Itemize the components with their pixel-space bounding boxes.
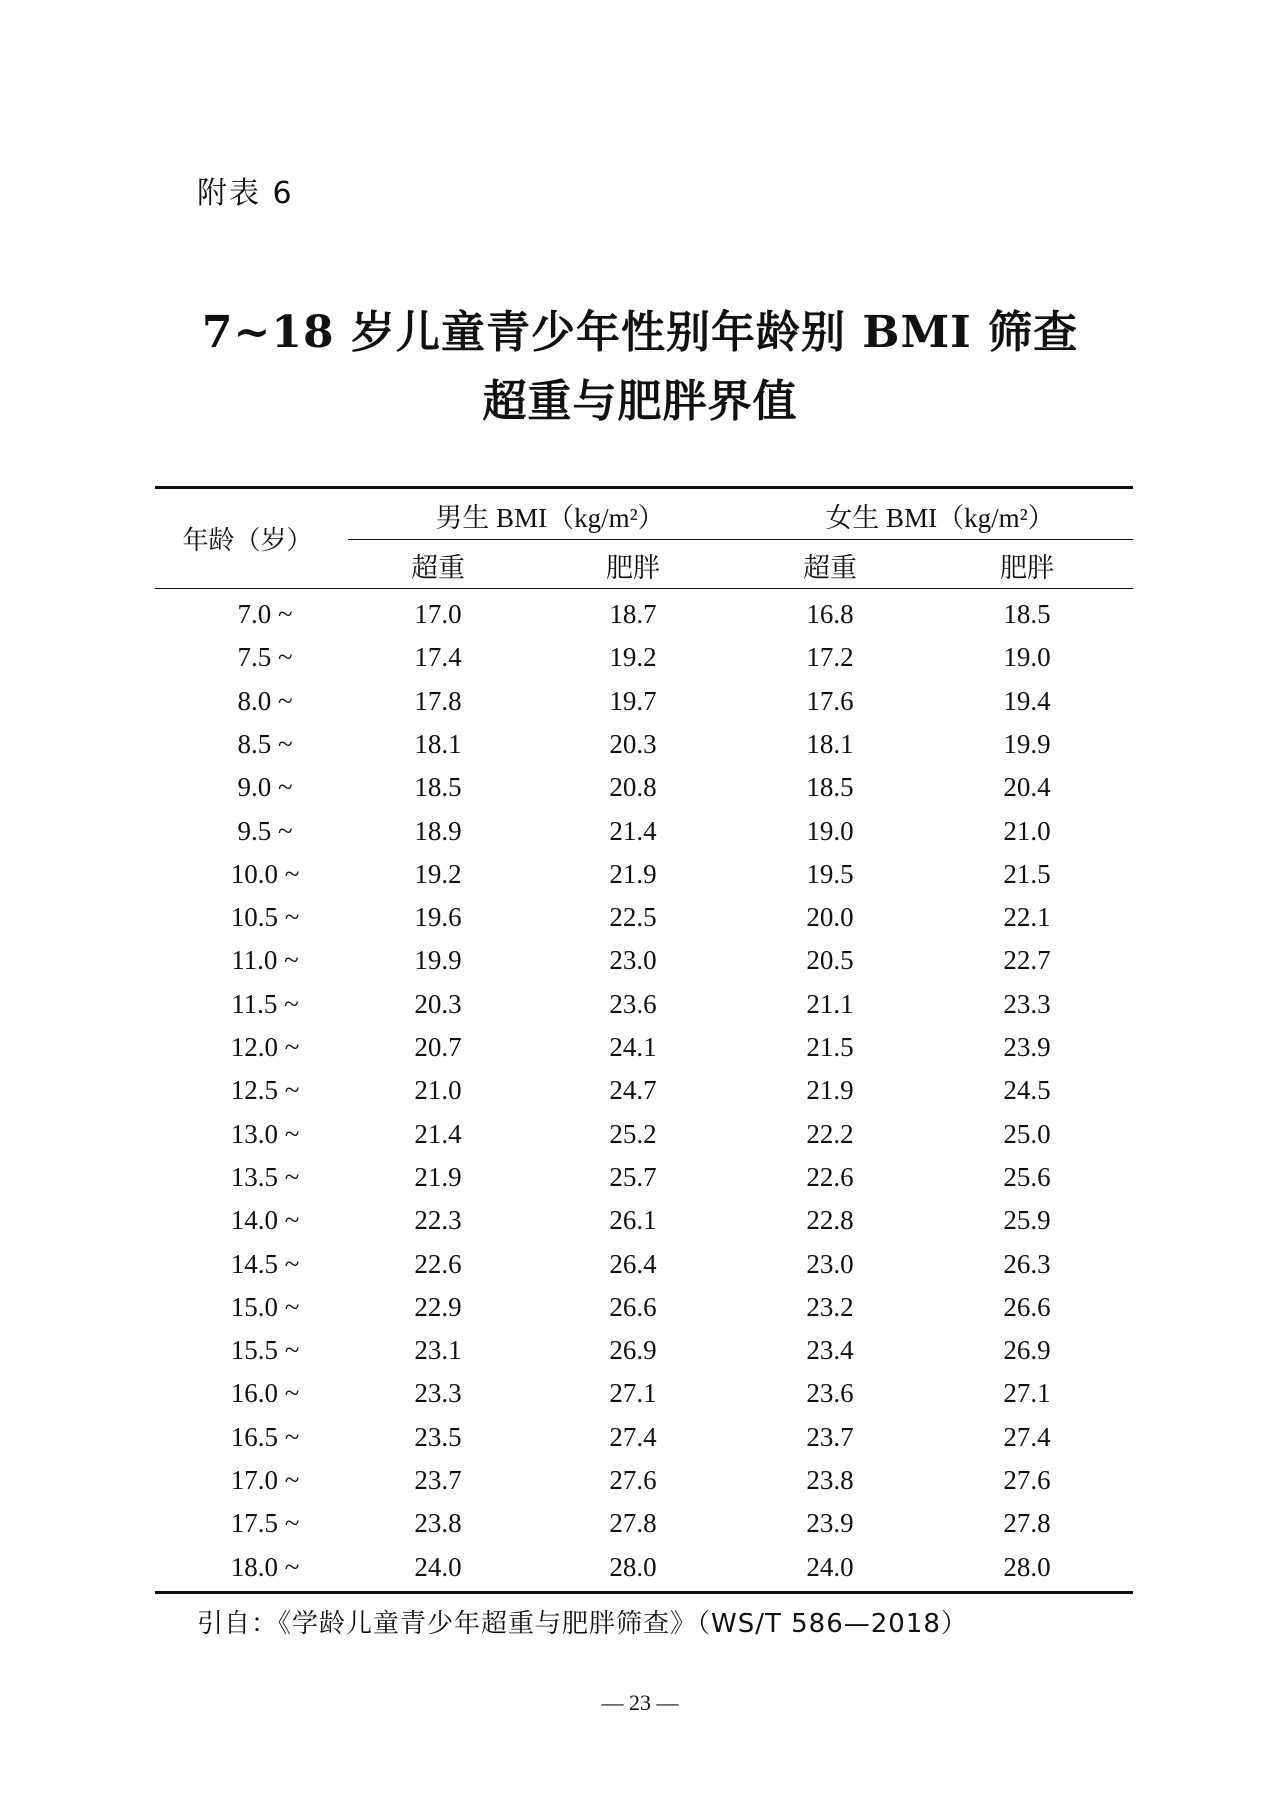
male-bmi-header: 男生 BMI（kg/m²） (435, 503, 665, 533)
male-obesity-cell: 27.4 (609, 1421, 657, 1452)
table-row (155, 853, 1133, 896)
table-row (155, 983, 1133, 1026)
age-cell: 15.5 ~ (230, 1335, 300, 1366)
table-row (155, 1286, 1133, 1329)
male-obesity-cell: 20.8 (609, 772, 657, 803)
female-overweight-cell: 23.6 (806, 1378, 854, 1409)
female-overweight-cell: 23.8 (806, 1465, 854, 1495)
page-title-line-1: 7~18 岁儿童青少年性别年龄别 BMI 筛查 (201, 307, 1079, 358)
male-obesity-header: 肥胖 (606, 553, 660, 584)
age-cell: 16.5 ~ (230, 1421, 300, 1452)
male-obesity-cell: 24.1 (609, 1032, 657, 1062)
age-cell: 10.5 ~ (230, 902, 300, 933)
source-citation: 引自：《学龄儿童青少年超重与肥胖筛查》（WS/T 586—2018） (197, 1609, 968, 1639)
male-obesity-cell: 21.4 (609, 815, 657, 846)
male-overweight-cell: 17.4 (414, 642, 462, 673)
female-obesity-cell: 22.7 (1003, 945, 1051, 976)
male-obesity-cell: 21.9 (609, 858, 657, 889)
female-overweight-cell: 24.0 (806, 1551, 854, 1582)
female-obesity-cell: 22.1 (1003, 902, 1051, 933)
female-obesity-cell: 27.6 (1003, 1465, 1051, 1495)
age-cell: 9.5 ~ (237, 815, 293, 846)
female-overweight-cell: 19.0 (806, 815, 854, 846)
page-title-line-2: 超重与肥胖界值 (482, 376, 798, 427)
age-cell: 16.0 ~ (230, 1378, 300, 1409)
male-overweight-cell: 21.4 (414, 1118, 462, 1149)
female-overweight-cell: 18.1 (806, 728, 854, 759)
female-overweight-cell: 16.8 (806, 599, 854, 629)
female-overweight-cell: 19.5 (806, 858, 854, 889)
female-obesity-cell: 25.0 (1003, 1118, 1051, 1149)
male-overweight-cell: 23.3 (414, 1378, 462, 1409)
male-overweight-cell: 22.3 (414, 1205, 462, 1236)
male-obesity-cell: 23.0 (609, 945, 657, 976)
female-overweight-cell: 21.5 (806, 1032, 854, 1062)
male-obesity-cell: 26.1 (609, 1205, 657, 1236)
age-cell: 18.0 ~ (230, 1551, 300, 1582)
age-cell: 11.0 ~ (231, 945, 299, 976)
page-number: — 23 — (601, 1690, 679, 1715)
male-overweight-cell: 21.9 (414, 1161, 462, 1192)
female-overweight-cell: 22.6 (806, 1161, 854, 1192)
male-obesity-cell: 27.6 (609, 1465, 657, 1495)
table-row (155, 1243, 1133, 1286)
female-obesity-cell: 25.6 (1003, 1161, 1051, 1192)
table-row (155, 636, 1133, 679)
table-row (155, 723, 1133, 766)
female-overweight-cell: 21.9 (806, 1075, 854, 1106)
age-cell: 13.5 ~ (230, 1161, 300, 1192)
table-row (155, 1156, 1133, 1199)
female-obesity-cell: 27.8 (1003, 1508, 1051, 1539)
female-obesity-cell: 18.5 (1003, 599, 1051, 629)
age-cell: 10.0 ~ (230, 858, 300, 889)
male-overweight-cell: 20.3 (414, 988, 462, 1019)
female-obesity-cell: 27.1 (1003, 1378, 1051, 1409)
male-obesity-cell: 23.6 (609, 988, 657, 1019)
male-obesity-cell: 19.2 (609, 642, 657, 673)
age-cell: 7.5 ~ (237, 642, 293, 673)
female-overweight-cell: 23.2 (806, 1291, 854, 1322)
male-obesity-cell: 26.4 (609, 1248, 657, 1279)
table-bottom-rule (155, 1591, 1133, 1594)
table-row (155, 1459, 1133, 1502)
age-cell: 14.0 ~ (230, 1205, 300, 1236)
male-obesity-cell: 25.2 (609, 1118, 657, 1149)
female-obesity-cell: 26.6 (1003, 1291, 1051, 1322)
age-cell: 8.5 ~ (237, 728, 293, 759)
table-row (155, 1069, 1133, 1112)
male-overweight-cell: 19.9 (414, 945, 462, 976)
male-overweight-cell: 20.7 (414, 1032, 462, 1062)
female-overweight-cell: 22.2 (806, 1118, 854, 1149)
table-row (155, 766, 1133, 809)
female-obesity-cell: 19.0 (1003, 642, 1051, 673)
male-obesity-cell: 26.9 (609, 1335, 657, 1366)
male-overweight-header: 超重 (411, 553, 465, 584)
appendix-label: 附表 6 (197, 176, 294, 211)
table-row (155, 680, 1133, 723)
male-overweight-cell: 23.7 (414, 1465, 462, 1495)
female-obesity-cell: 23.9 (1003, 1032, 1051, 1062)
header-sub-rule (348, 539, 1133, 540)
male-overweight-cell: 19.2 (414, 858, 462, 889)
age-column-header: 年龄（岁） (182, 526, 313, 556)
age-cell: 13.0 ~ (230, 1118, 300, 1149)
age-cell: 7.0 ~ (237, 599, 293, 629)
male-overweight-cell: 18.1 (414, 728, 462, 759)
male-obesity-cell: 27.1 (609, 1378, 657, 1409)
female-overweight-cell: 23.4 (806, 1335, 854, 1366)
female-overweight-cell: 17.2 (806, 642, 854, 673)
male-overweight-cell: 23.1 (414, 1335, 462, 1366)
male-overweight-cell: 23.5 (414, 1421, 462, 1452)
female-overweight-cell: 20.0 (806, 902, 854, 933)
male-obesity-cell: 22.5 (609, 902, 657, 933)
female-overweight-cell: 23.7 (806, 1421, 854, 1452)
male-overweight-cell: 17.8 (414, 685, 462, 716)
female-obesity-header: 肥胖 (1000, 553, 1054, 584)
female-overweight-cell: 23.9 (806, 1508, 854, 1539)
male-obesity-cell: 28.0 (609, 1551, 657, 1582)
female-obesity-cell: 24.5 (1003, 1075, 1051, 1106)
female-bmi-header: 女生 BMI（kg/m²） (825, 503, 1055, 533)
female-obesity-cell: 27.4 (1003, 1421, 1051, 1452)
table-row (155, 1502, 1133, 1545)
age-cell: 12.5 ~ (230, 1075, 300, 1106)
table-row (155, 1026, 1133, 1069)
male-overweight-cell: 18.9 (414, 815, 462, 846)
table-row (155, 896, 1133, 939)
male-overweight-cell: 23.8 (414, 1508, 462, 1539)
age-cell: 14.5 ~ (230, 1248, 300, 1279)
male-overweight-cell: 22.6 (414, 1248, 462, 1279)
male-overweight-cell: 22.9 (414, 1291, 462, 1322)
table-row (155, 1416, 1133, 1459)
female-obesity-cell: 25.9 (1003, 1205, 1051, 1236)
female-overweight-cell: 20.5 (806, 945, 854, 976)
age-cell: 17.5 ~ (230, 1508, 300, 1539)
male-overweight-cell: 17.0 (414, 599, 462, 629)
table-row (155, 939, 1133, 982)
male-obesity-cell: 19.7 (609, 685, 657, 716)
age-cell: 11.5 ~ (231, 988, 299, 1019)
female-overweight-header: 超重 (803, 553, 857, 584)
table-row (155, 1372, 1133, 1415)
male-overweight-cell: 21.0 (414, 1075, 462, 1106)
female-obesity-cell: 28.0 (1003, 1551, 1051, 1582)
female-overweight-cell: 18.5 (806, 772, 854, 803)
female-obesity-cell: 19.9 (1003, 728, 1051, 759)
age-cell: 8.0 ~ (237, 685, 293, 716)
table-row (155, 593, 1133, 636)
female-obesity-cell: 19.4 (1003, 685, 1051, 716)
age-cell: 9.0 ~ (237, 772, 293, 803)
table-row (155, 1199, 1133, 1242)
table-row (155, 810, 1133, 853)
female-overweight-cell: 23.0 (806, 1248, 854, 1279)
female-obesity-cell: 26.9 (1003, 1335, 1051, 1366)
header-bottom-rule (155, 588, 1133, 589)
age-cell: 15.0 ~ (230, 1291, 300, 1322)
table-row (155, 1329, 1133, 1372)
age-cell: 17.0 ~ (230, 1465, 300, 1495)
male-obesity-cell: 26.6 (609, 1291, 657, 1322)
male-obesity-cell: 27.8 (609, 1508, 657, 1539)
table-row (155, 1546, 1133, 1589)
male-overweight-cell: 18.5 (414, 772, 462, 803)
male-obesity-cell: 25.7 (609, 1161, 657, 1192)
male-obesity-cell: 20.3 (609, 728, 657, 759)
male-obesity-cell: 18.7 (609, 599, 657, 629)
female-obesity-cell: 26.3 (1003, 1248, 1051, 1279)
female-obesity-cell: 20.4 (1003, 772, 1051, 803)
male-overweight-cell: 19.6 (414, 902, 462, 933)
female-obesity-cell: 23.3 (1003, 988, 1051, 1019)
table-top-rule (155, 486, 1133, 489)
age-cell: 12.0 ~ (230, 1032, 300, 1062)
table-row (155, 1113, 1133, 1156)
female-overweight-cell: 17.6 (806, 685, 854, 716)
female-obesity-cell: 21.0 (1003, 815, 1051, 846)
female-obesity-cell: 21.5 (1003, 858, 1051, 889)
male-obesity-cell: 24.7 (609, 1075, 657, 1106)
male-overweight-cell: 24.0 (414, 1551, 462, 1582)
female-overweight-cell: 22.8 (806, 1205, 854, 1236)
female-overweight-cell: 21.1 (806, 988, 854, 1019)
